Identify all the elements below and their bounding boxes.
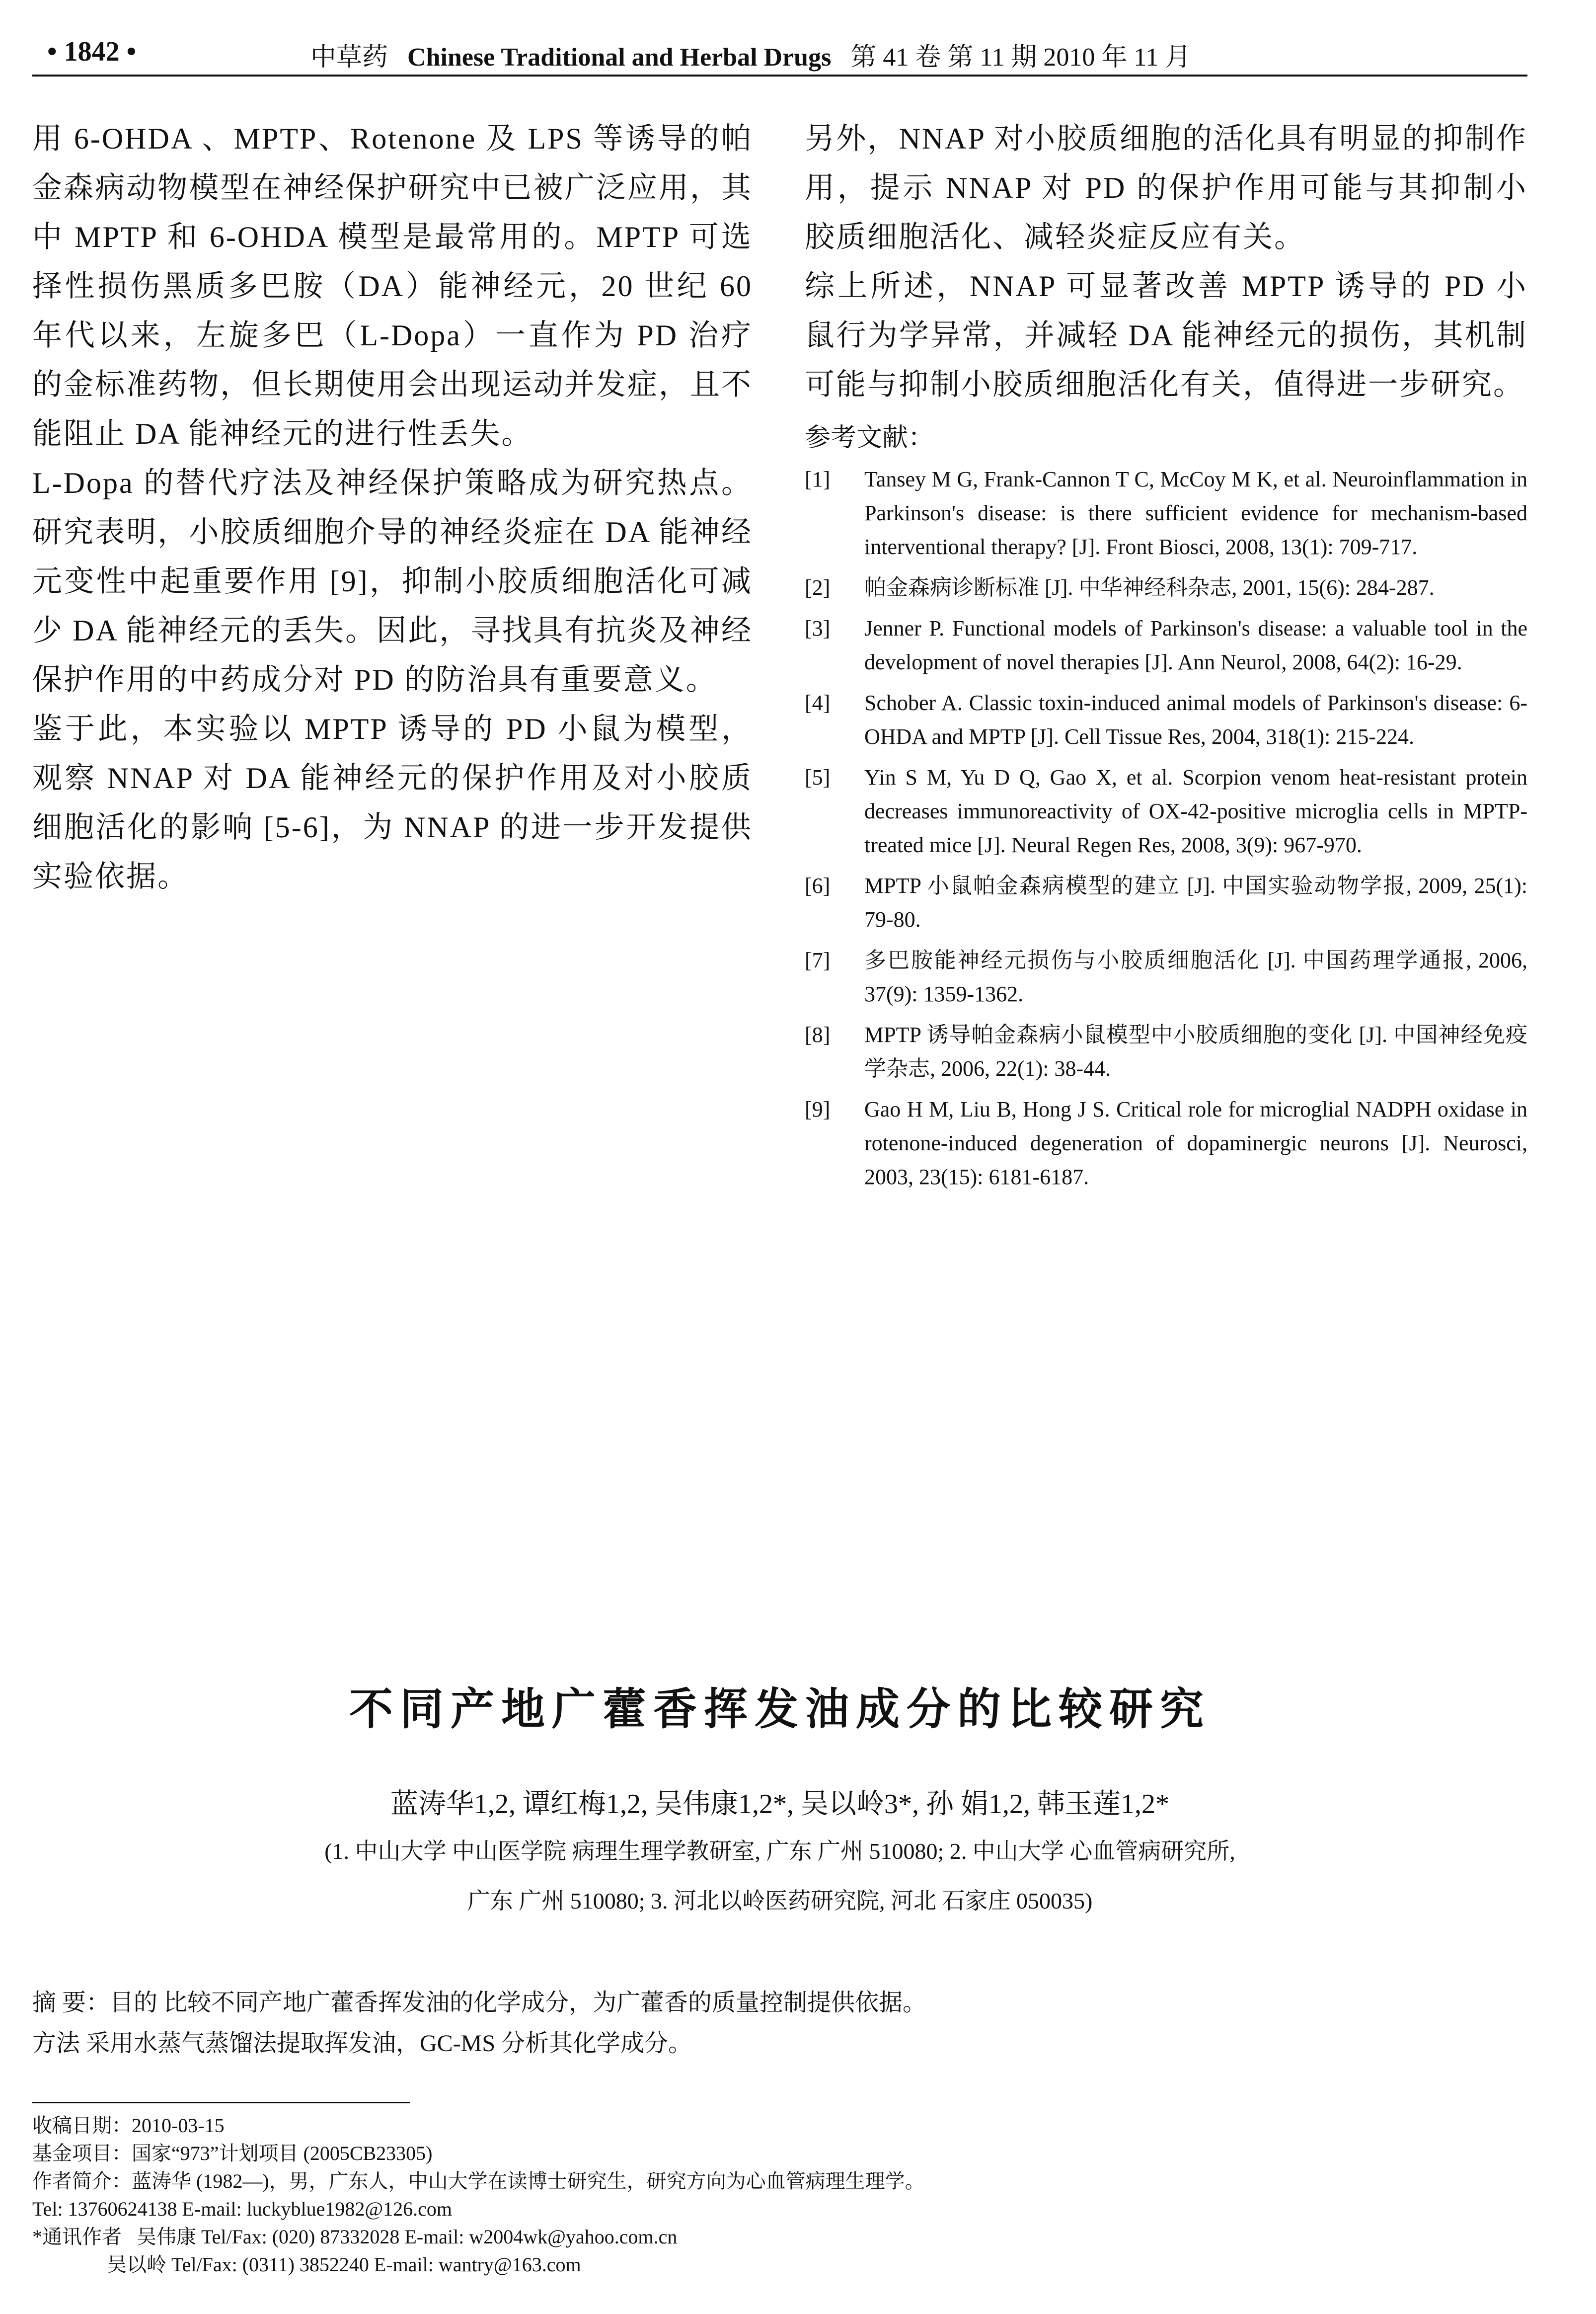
reference-item [805, 686, 1527, 754]
article-title: 不同产地广藿香挥发油成分的比较研究 [349, 1686, 1211, 1734]
reference-item [805, 944, 1527, 1011]
corresponding-contact: 吴以岭 Tel/Fax: (0311) 3852240 E-mail: wantry@163.com [107, 2253, 581, 2276]
journal-title-en: Chinese Traditional and Herbal Drugs [407, 43, 832, 72]
corresponding-label: *通讯作者 [32, 2226, 122, 2248]
page-header [32, 31, 1527, 71]
journal-title-cn: 中草药 [310, 43, 388, 72]
reference-number: [8] [805, 1023, 831, 1047]
body-paragraph: 鉴于此，本实验以 MPTP 诱导的 PD 小鼠为模型，观察 NNAP 对 DA 能神经元的保护作用及对小胶质细胞活化的影响 [5-6]，为 NNAP 的进一步开发提供实验依据。 [32, 713, 753, 893]
abstract-line: 摘 要：目的 比较不同产地广藿香挥发油的化学成分，为广藿香的质量控制提供依据。 [32, 1990, 927, 2016]
article-authors: 蓝涛华1,2, 谭红梅1,2, 吴伟康1,2*, 吴以岭3*, 孙 娟1,2, 韩玉莲1,2* [390, 1789, 1169, 1820]
reference-text: Tansey M G, Frank-Cannon T C, McCoy M K, et al. Neuroinflammation in Parkinson's disease: is there sufficient evidence for mechanism-based interventional therapy? [J]. Front Biosci, 2008, 13(1): 709-717. [864, 467, 1527, 559]
reference-number: [5] [805, 765, 831, 790]
body-paragraph: 综上所述，NNAP 可显著改善 MPTP 诱导的 PD 小鼠行为学异常，并减轻 DA 能神经元的损伤，其机制可能与抑制小胶质细胞活化有关，值得进一步研究。 [805, 270, 1527, 401]
footnote-fund: 基金项目：国家“973”计划项目 (2005CB23305) [32, 2142, 433, 2164]
left-column [32, 114, 753, 1580]
body-paragraph: L-Dopa 的替代疗法及神经保护策略成为研究热点。研究表明，小胶质细胞介导的神经炎症在 DA 能神经元变性中起重要作用 [9]，抑制小胶质细胞活化可减少 DA 能神经元的丢失。因此，寻找具有抗炎及神经保护作用的中药成分对 PD 的防治具有重要意义。 [32, 467, 753, 696]
reference-number: [6] [805, 874, 831, 898]
reference-text: MPTP 诱导帕金森病小鼠模型中小胶质细胞的变化 [J]. 中国神经免疫学杂志, 2006, 22(1): 38-44. [864, 1023, 1527, 1081]
footnotes [32, 2112, 1527, 2279]
right-column [805, 114, 1527, 1580]
abstract-line: 方法 采用水蒸气蒸馏法提取挥发油，GC-MS 分析其化学成分。 [32, 2030, 692, 2057]
reference-text: 帕金森病诊断标准 [J]. 中华神经科杂志, 2001, 15(6): 284-287. [864, 575, 1435, 600]
reference-text: Jenner P. Functional models of Parkinson's disease: a valuable tool in the development of novel therapies [J]. Ann Neurol, 2008, 64(2): 16-29. [864, 616, 1527, 674]
reference-text: 多巴胺能神经元损伤与小胶质细胞活化 [J]. 中国药理学通报, 2006, 37(9): 1359-1362. [864, 948, 1527, 1006]
corresponding-contact: 吴伟康 Tel/Fax: (020) 87332028 E-mail: w2004wk@yahoo.com.cn [137, 2226, 678, 2248]
reference-item [805, 761, 1527, 862]
reference-text: MPTP 小鼠帕金森病模型的建立 [J]. 中国实验动物学报, 2009, 25(1): 79-80. [864, 874, 1527, 932]
affiliation-line: (1. 中山大学 中山医学院 病理生理学教研室, 广东 广州 510080; 2. 中山大学 心血管病研究所, [324, 1838, 1235, 1864]
reference-item [805, 612, 1527, 679]
header-rule [32, 75, 1527, 77]
reference-number: [9] [805, 1097, 831, 1121]
body-paragraph: 另外，NNAP 对小胶质细胞的活化具有明显的抑制作用，提示 NNAP 对 PD 的保护作用可能与其抑制小胶质细胞活化、减轻炎症反应有关。 [805, 122, 1527, 253]
reference-item [805, 869, 1527, 937]
reference-number: [7] [805, 948, 831, 972]
references-list [805, 463, 1527, 1194]
reference-item [805, 1018, 1527, 1086]
reference-number: [1] [805, 467, 831, 491]
reference-number: [2] [805, 575, 831, 600]
journal-title [310, 36, 1191, 73]
footnote-corresponding [32, 2223, 1527, 2251]
footnote-rule [32, 2102, 410, 2103]
abstract [32, 1983, 1527, 2064]
reference-item [805, 571, 1527, 605]
reference-text: Yin S M, Yu D Q, Gao X, et al. Scorpion venom heat-resistant protein decreases immunoreactivity of OX-42-positive microglia cells in MPTP-treated mice [J]. Neural Regen Res, 2008, 3(9): 967-970. [864, 765, 1527, 857]
affiliation-line: 广东 广州 510080; 3. 河北以岭医药研究院, 河北 石家庄 050035) [467, 1888, 1093, 1914]
reference-item [805, 463, 1527, 564]
journal-issue: 第 41 卷 第 11 期 2010 年 11 月 [850, 43, 1191, 72]
references-title: 参考文献： [805, 424, 934, 452]
footnote-author-contact: Tel: 13760624138 E-mail: luckyblue1982@126.com [32, 2198, 453, 2220]
reference-item [805, 1093, 1527, 1194]
reference-text: Gao H M, Liu B, Hong J S. Critical role for microglial NADPH oxidase in rotenone-induced degeneration of dopaminergic neurons [J]. Neurosci, 2003, 23(15): 6181-6187. [864, 1097, 1527, 1189]
page-number: • 1842 • [47, 36, 137, 67]
reference-number: [3] [805, 616, 831, 640]
reference-number: [4] [805, 691, 831, 715]
footnote-corresponding [32, 2251, 1527, 2279]
footnote-author-bio: 作者简介：蓝涛华 (1982—)，男，广东人，中山大学在读博士研究生，研究方向为心血管病理生理学。 [32, 2170, 925, 2192]
body-paragraph: 用 6-OHDA 、MPTP、Rotenone 及 LPS 等诱导的帕金森病动物模型在神经保护研究中已被广泛应用，其中 MPTP 和 6-OHDA 模型是最常用的。MPTP 可选择性损伤黑质多巴胺（DA）能神经元，20 世纪 60 年代以来，左旋多巴（L-Dopa）一直作为 PD 治疗的金标准药物，但长期使用会出现运动并发症，且不能阻止 DA 能神经元的进行性丢失。 [32, 122, 753, 450]
footnote-received: 收稿日期：2010-03-15 [32, 2114, 225, 2137]
article-title-block [32, 1675, 1527, 1921]
reference-text: Schober A. Classic toxin-induced animal models of Parkinson's disease: 6-OHDA and MPTP [J]. Cell Tissue Res, 2004, 318(1): 215-224. [864, 691, 1527, 749]
